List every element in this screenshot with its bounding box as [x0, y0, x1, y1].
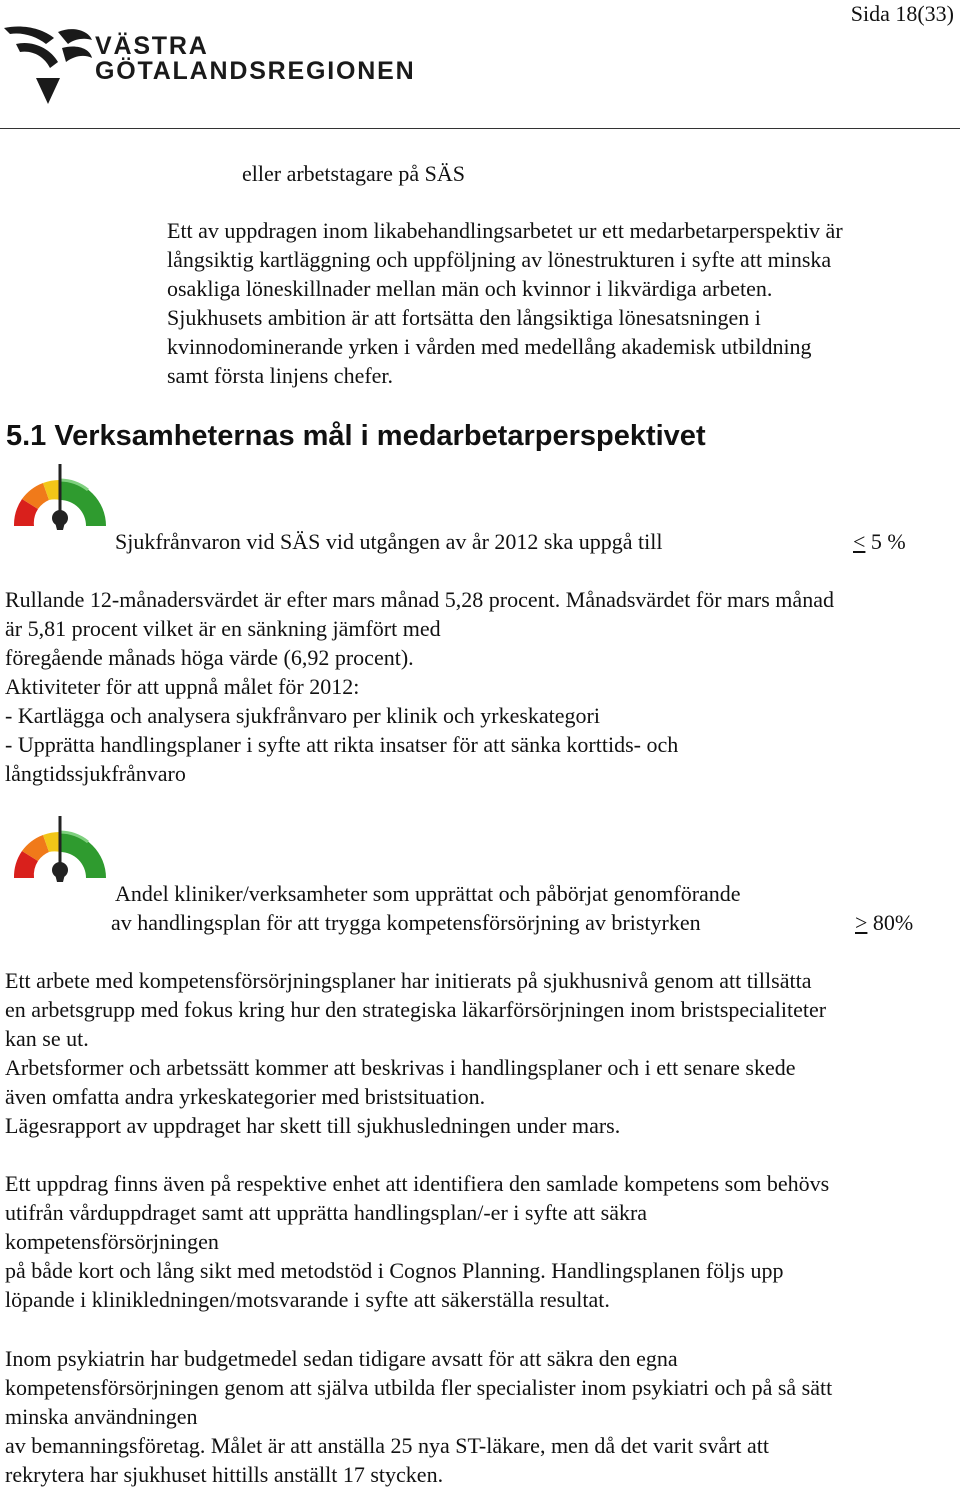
text-line: Lägesrapport av uppdraget har skett till sjukhusledningen under mars. [5, 1113, 621, 1138]
goal1-target-value: 5 % [865, 529, 906, 554]
text-line: rekrytera har sjukhuset hittills anställt 17 stycken. [5, 1462, 444, 1487]
vgr-logo-wordmark [95, 34, 415, 84]
goal2-target-value: 80% [867, 910, 914, 935]
greater-or-equal-symbol: > [855, 910, 868, 935]
text-line: Aktiviteter för att uppnå målet för 2012: [5, 674, 360, 699]
goal1-target [853, 527, 906, 556]
intro-paragraph [167, 216, 843, 390]
text-line: en arbetsgrupp med fokus kring hur den strategiska läkarförsörjningen inom bristspecialiteter [5, 997, 827, 1022]
text-line: långtidssjukfrånvaro [5, 761, 186, 786]
less-or-equal-symbol: < [853, 529, 866, 554]
text-line: är 5,81 procent vilket är en sänkning jämfört med [5, 616, 441, 641]
text-line: minska användningen [5, 1404, 198, 1429]
goal1-body [5, 585, 834, 788]
text-line: löpande i klinikledningen/motsvarande i syfte att säkerställa resultat. [5, 1287, 610, 1312]
text-line: Arbetsformer och arbetssätt kommer att beskrivas i handlingsplaner och i ett senare skede [5, 1055, 796, 1080]
vgr-logo-mark-icon [2, 22, 94, 106]
text-line: utifrån vårduppdraget samt att upprätta handlingsplan/-er i syfte att säkra [5, 1200, 648, 1225]
text-line: Ett arbete med kompetensförsörjningsplaner har initierats på sjukhusnivå genom att tillsätta [5, 968, 812, 993]
goal2-body3 [5, 1344, 832, 1489]
speedometer-gauge-icon [8, 462, 108, 534]
text-line: kompetensförsörjningen genom att själva utbilda fler specialister inom psykiatri och på så sätt [5, 1375, 833, 1400]
page-number: Sida 18(33) [850, 1, 954, 26]
text-line: osakliga löneskillnader mellan män och kvinnor i likvärdiga arbeten. [167, 276, 773, 301]
section-heading: 5.1 Verksamheternas mål i medarbetarperspektivet [6, 420, 706, 452]
text-line: Inom psykiatrin har budgetmedel sedan tidigare avsatt för att säkra den egna [5, 1346, 678, 1371]
intro-fragment: eller arbetstagare på SÄS [242, 161, 465, 186]
text-line: - Upprätta handlingsplaner i syfte att rikta insatser för att sänka korttids- och [5, 732, 679, 757]
text-line: även omfatta andra yrkeskategorier med bristsituation. [5, 1084, 486, 1109]
text-line: samt första linjens chefer. [167, 363, 394, 388]
speedometer-gauge-icon [8, 814, 108, 886]
text-line: Rullande 12-månadersvärdet är efter mars månad 5,28 procent. Månadsvärdet för mars månad [5, 587, 834, 612]
text-line: kan se ut. [5, 1026, 89, 1051]
text-line: av bemanningsföretag. Målet är att anställa 25 nya ST-läkare, men då det varit svårt att [5, 1433, 770, 1458]
text-line: långsiktig kartläggning och uppföljning av lönestrukturen i syfte att minska [167, 247, 832, 272]
header-divider [0, 128, 960, 129]
text-line: Sjukhusets ambition är att fortsätta den långsiktiga lönesatsningen i [167, 305, 761, 330]
goal2-text-line2: av handlingsplan för att trygga kompetensförsörjning av bristyrken [111, 910, 701, 935]
text-line: kompetensförsörjningen [5, 1229, 219, 1254]
goal2-target [855, 908, 913, 937]
text-line: - Kartlägga och analysera sjukfrånvaro per klinik och yrkeskategori [5, 703, 600, 728]
logo-line-1: VÄSTRA [95, 32, 209, 60]
text-line: kvinnodominerande yrken i vården med medellång akademisk utbildning [167, 334, 812, 359]
text-line: Ett av uppdragen inom likabehandlingsarbetet ur ett medarbetarperspektiv är [167, 218, 843, 243]
goal2-body2 [5, 1169, 829, 1314]
text-line: på både kort och lång sikt med metodstöd i Cognos Planning. Handlingsplanen följs upp [5, 1258, 784, 1283]
logo-line-2: GÖTALANDSREGIONEN [95, 57, 416, 85]
goal2-body [5, 966, 826, 1140]
vgr-logo [2, 22, 416, 108]
goal2-text-line1: Andel kliniker/verksamheter som upprättat och påbörjat genomförande [115, 881, 741, 906]
text-line: föregående månads höga värde (6,92 procent). [5, 645, 414, 670]
goal1-text: Sjukfrånvaron vid SÄS vid utgången av år 2012 ska uppgå till [115, 529, 663, 554]
text-line: Ett uppdrag finns även på respektive enhet att identifiera den samlade kompetens som behövs [5, 1171, 830, 1196]
